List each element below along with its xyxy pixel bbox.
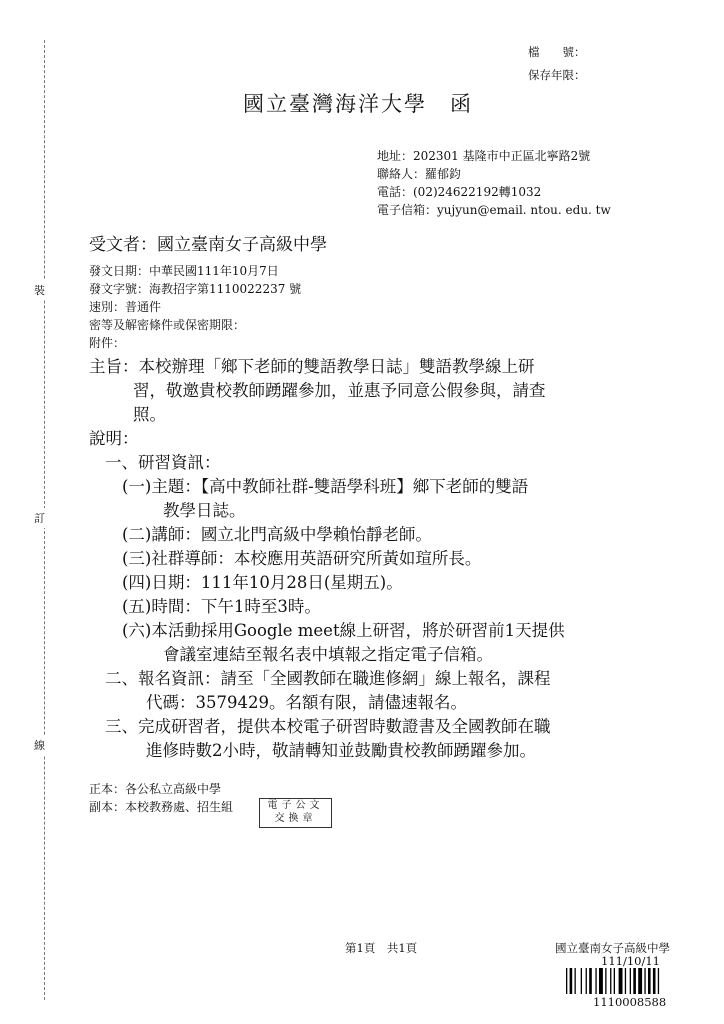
- secrecy-level: 密等及解密條件或保密期限：: [89, 318, 246, 332]
- file-number-label: 檔 號：: [528, 45, 586, 59]
- barcode-image: [566, 968, 696, 994]
- item-5: (五)時間：下午1時至3時。: [122, 597, 321, 616]
- document-number: 發文字號：海教招字第1110022237 號: [89, 282, 302, 296]
- retention-label: 保存年限：: [528, 68, 586, 82]
- stamp-line-1: 電子公文: [267, 800, 324, 811]
- section-2-line-1: 二、報名資訊：請至「全國教師在職進修網」線上報名，課程: [105, 669, 551, 688]
- item-6-line-1: (六)本活動採用Google meet線上研習，將於研習前1天提供: [122, 621, 565, 640]
- section-3-line-2: 進修時數2小時，敬請轉知並鼓勵貴校教師踴躍參加。: [146, 741, 536, 760]
- stamp-line-2: 交換章: [274, 813, 317, 824]
- attachment: 附件：: [89, 336, 126, 350]
- section-2-line-2: 代碼：3579429。名額有限，請儘速報名。: [146, 693, 467, 712]
- explanation-heading: 說明：: [89, 429, 139, 448]
- subject-line-1: 主旨：本校辦理「鄉下老師的雙語教學日誌」雙語教學線上研: [89, 357, 535, 376]
- section-3-line-1: 三、完成研習者，提供本校電子研習時數證書及全國教師在職: [105, 717, 551, 736]
- section-1-heading: 一、研習資訊：: [105, 453, 221, 472]
- sender-phone: 電話：(02)24622192轉1032: [377, 185, 542, 199]
- sender-address: 地址：202301 基隆市中正區北寧路2號: [377, 149, 591, 163]
- subject-line-2: 習，敬邀貴校教師踴躍參加，並惠予同意公假參與，請查: [133, 381, 546, 400]
- primary-recipients: 正本：各公私立高級中學: [89, 782, 222, 796]
- item-1-line-2: 教學日誌。: [163, 501, 246, 520]
- received-by: 國立臺南女子高級中學: [555, 941, 670, 955]
- received-date: 111/10/11: [601, 954, 660, 968]
- subject-line-3: 照。: [133, 405, 166, 424]
- recipient: 受文者：國立臺南女子高級中學: [89, 235, 327, 255]
- item-3: (三)社群導師：本校應用英語研究所黃如瑄所長。: [122, 549, 482, 568]
- delivery-speed: 速別：普通件: [89, 300, 162, 314]
- barcode-number: 1110008588: [593, 995, 667, 1009]
- document-title: 國立臺灣海洋大學 函: [243, 92, 473, 116]
- sender-email: 電子信箱：yujyun@email. ntou. edu. tw: [377, 203, 611, 217]
- issue-date: 發文日期：中華民國111年10月7日: [89, 264, 279, 278]
- sender-contact: 聯絡人：羅郁鈞: [377, 167, 462, 181]
- binding-mark-zhuang: 裝: [34, 280, 45, 300]
- item-2: (二)講師：國立北門高級中學賴怡靜老師。: [122, 525, 432, 544]
- item-4: (四)日期：111年10月28日(星期五)。: [122, 573, 403, 592]
- electronic-exchange-stamp: [259, 798, 332, 828]
- copy-recipients: 副本：本校教務處、招生組: [89, 800, 234, 814]
- binding-mark-ding: 訂: [34, 508, 45, 528]
- item-6-line-2: 會議室連結至報名表中填報之指定電子信箱。: [163, 645, 493, 664]
- item-1-line-1: (一)主題：【高中教師社群-雙語學科班】鄉下老師的雙語: [122, 477, 529, 496]
- page-indicator: 第1頁 共1頁: [345, 941, 418, 955]
- binding-mark-xian: 線: [34, 735, 45, 755]
